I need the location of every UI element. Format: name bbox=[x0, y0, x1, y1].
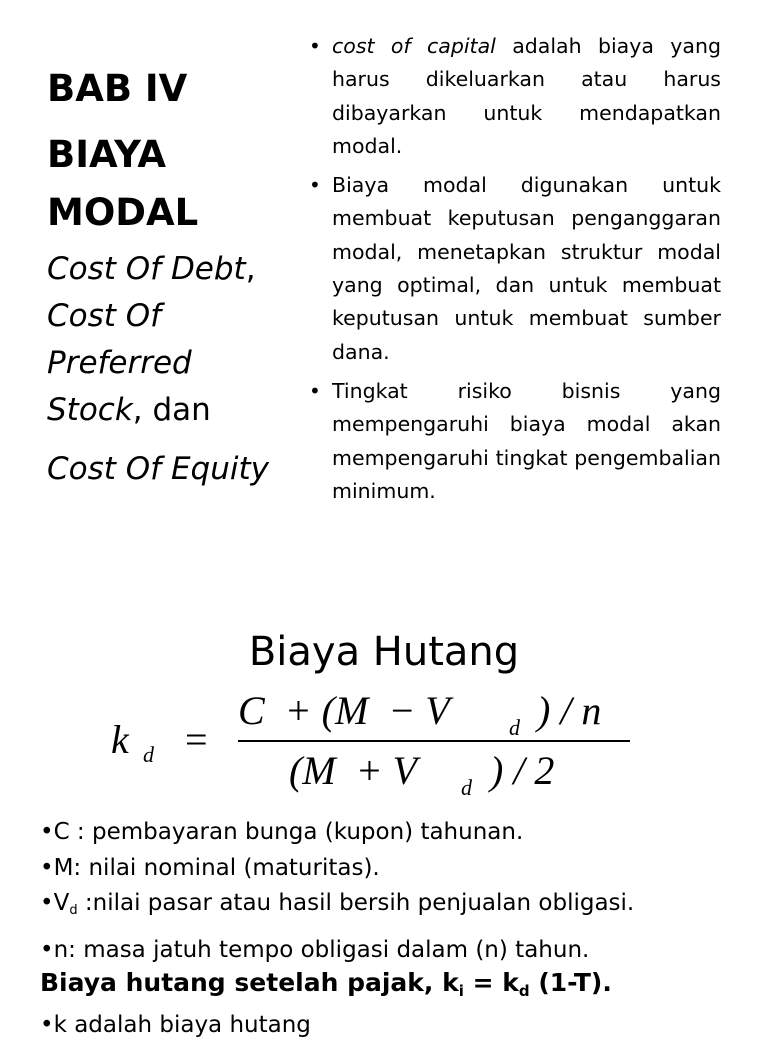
formula-numerator-a: C + (M − V bbox=[238, 688, 450, 733]
formula-numerator-b: ) / n bbox=[537, 688, 602, 733]
chapter-title-block bbox=[47, 66, 297, 493]
chapter-subtitle-line-2: Cost Of bbox=[47, 298, 162, 334]
subtitle-stock: Stock bbox=[47, 392, 133, 428]
after-tax-sub-d: d bbox=[518, 982, 530, 1000]
chapter-subtitle-line-3: Preferred bbox=[47, 345, 192, 381]
formula-lhs: k bbox=[111, 717, 129, 762]
intro-bullet-list bbox=[307, 30, 721, 514]
after-tax-cost-line bbox=[40, 963, 612, 1011]
bullet-risk: • Tingkat risiko bisnis yang mempengaruhi biaya modal akan mempengaruhi tingkat pengembalian minimum. bbox=[307, 375, 721, 508]
section-title: Biaya Hutang bbox=[248, 629, 520, 675]
definition-vd-text: :nilai pasar atau hasil bersih penjualan obligasi. bbox=[77, 890, 635, 916]
definition-vd-subscript: d bbox=[69, 903, 78, 918]
cost-of-debt-formula bbox=[105, 682, 645, 802]
term-cost-of-capital: cost of capital bbox=[332, 34, 496, 58]
bullet-cost-of-capital bbox=[307, 30, 721, 163]
formula-numerator-subscript: d bbox=[509, 715, 520, 740]
subtitle-cost-of-debt: Cost Of Debt bbox=[47, 251, 246, 287]
after-tax-sub-i: i bbox=[458, 982, 464, 1000]
fraction-bar bbox=[238, 740, 630, 742]
bullet-uses: • Biaya modal digunakan untuk membuat keputusan penganggaran modal, menetapkan struktur modal yang optimal, dan untuk membuat keputusan untuk membuat sumber dana. bbox=[307, 169, 721, 369]
subtitle-comma: , bbox=[245, 251, 256, 287]
after-tax-text: Biaya hutang setelah pajak, k bbox=[40, 968, 459, 997]
chapter-title-line-1: BIAYA bbox=[47, 133, 166, 176]
definition-c: •C : pembayaran bunga (kupon) tahunan. bbox=[40, 819, 524, 845]
bullet-1-text: adalah biaya yang harus dikeluarkan atau harus dibayarkan untuk mendapatkan modal. bbox=[332, 34, 721, 158]
partial-definition-line: •k adalah biaya hutang bbox=[40, 1012, 311, 1038]
formula-lhs-subscript: d bbox=[143, 742, 154, 767]
definition-m: •M: nilai nominal (maturitas). bbox=[40, 854, 380, 881]
chapter-subtitle-line-1 bbox=[47, 246, 297, 293]
definition-vd bbox=[40, 886, 760, 929]
formula-denominator-subscript: d bbox=[461, 775, 472, 800]
after-tax-eq: = k bbox=[463, 968, 519, 997]
chapter-subtitle-line-5: Cost Of Equity bbox=[47, 451, 269, 487]
after-tax-factor: (1-T). bbox=[529, 968, 612, 997]
definition-n: •n: masa jatuh tempo obligasi dalam (n) tahun. bbox=[40, 936, 590, 963]
chapter-subtitle-line-4 bbox=[47, 387, 297, 434]
formula-denominator-b: ) / 2 bbox=[490, 748, 555, 793]
subtitle-dan: , dan bbox=[132, 392, 211, 428]
variable-definitions bbox=[40, 815, 760, 968]
chapter-title-line-2: MODAL bbox=[47, 191, 199, 234]
formula-equals: = bbox=[185, 717, 208, 762]
formula-denominator-a: (M + V bbox=[289, 748, 418, 793]
chapter-number: BAB IV bbox=[47, 67, 188, 110]
definition-vd-symbol: •V bbox=[40, 890, 70, 916]
